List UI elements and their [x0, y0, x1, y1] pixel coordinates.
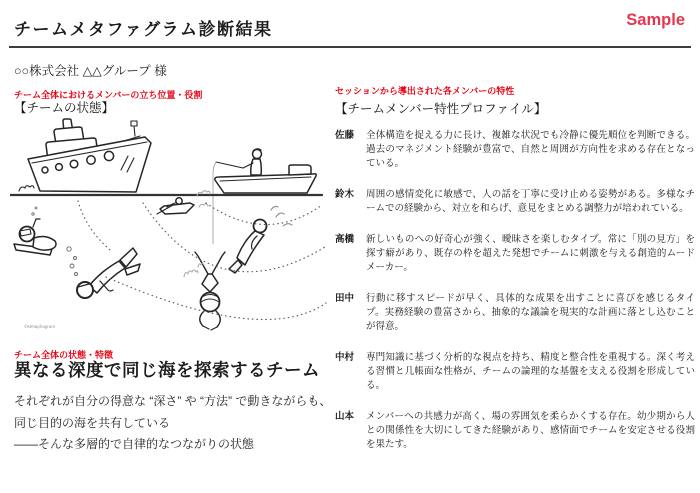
member-profile: [335, 410, 695, 452]
member-profile: [335, 129, 695, 171]
member-name: 佐藤: [335, 130, 355, 141]
member-profile: [335, 233, 695, 275]
member-description: 専門知識に基づく分析的な視点を持ち、精度と整合性を重視する。深く考える習慣と几帳面な性格が、チームの論理的な基盤を支える役割を形成している。: [366, 352, 695, 391]
description-line: 同じ目的の海を共有している: [14, 415, 171, 430]
illustration-credit: ©Metaphagram: [24, 324, 56, 329]
member-profile-section: [335, 84, 695, 469]
seaweed-doodle: [184, 264, 204, 278]
member-profile: [335, 188, 695, 216]
cruise-ship: [19, 119, 151, 192]
scuba-diver: [67, 247, 140, 298]
snorkeler: [14, 207, 56, 255]
header-divider: [9, 46, 691, 48]
member-profile: [335, 292, 695, 334]
page-title: チームメタファグラム診断結果: [14, 20, 273, 39]
member-description: 周囲の感情変化に敏感で、人の話を丁寧に受け止める姿勢がある。多様なチームでの経験から、対立を和らげ、意見をまとめる調整力が培われている。: [366, 189, 695, 214]
member-name: 田中: [335, 293, 355, 304]
member-description: メンバーへの共感力が高く、場の雰囲気を柔らかくする存在。幼少期から人との関係性を大切にしてきた経験があり、感情面でチームを安定させる役割を果たす。: [366, 411, 695, 450]
description-line: それぞれが自分の得意な “深さ” や “方法” で動きながらも、: [14, 394, 332, 408]
member-name: 山本: [335, 411, 355, 422]
left-section-title: 【チームの状態】: [14, 101, 115, 115]
team-state-description: [14, 391, 336, 456]
right-section-title: 【チームメンバー特性プロファイル】: [335, 102, 547, 116]
fishing-line: [213, 162, 216, 244]
member-list: [335, 129, 695, 452]
team-state-headline: 異なる深度で同じ海を探索するチーム: [14, 360, 320, 380]
member-name: 鈴木: [335, 189, 355, 200]
member-description: 行動に移すスピードが早く、具体的な成果を出すことに喜びを感じるタイプ。実務経験の豊富さから、抽象的な議論を現実的な計画に落とし込むことが得意。: [366, 293, 695, 332]
description-line: ――そんな多層的で自律的なつながりの状態: [14, 437, 255, 451]
member-name: 中村: [335, 352, 355, 363]
client-name: ○○株式会社 △△グループ 様: [14, 64, 167, 78]
member-description: 新しいものへの好奇心が強く、曖昧さを楽しむタイプ。常に「別の見方」を探す癖があり、既存の枠を超えた発想でチームに刺激を与える創造的ムードメーカー。: [366, 234, 695, 273]
left-section-label: チーム全体におけるメンバーの立ち位置・役割: [14, 90, 203, 100]
motorboat-hull: [215, 174, 316, 193]
sample-watermark: Sample: [626, 11, 685, 29]
member-name: 高橋: [335, 234, 355, 245]
team-state-label: チーム全体の状態・特徴: [14, 350, 114, 360]
member-description: 全体構造を捉える力に長け、複雑な状況でも冷静に優先順位を判断できる。過去のマネジメント経験が豊富で、自然と周囲が方向性を求める存在となっている。: [366, 130, 695, 169]
member-profile: [335, 351, 695, 393]
surface-swimmer: [229, 206, 292, 273]
fishing-rod: [216, 162, 243, 168]
team-sea-illustration: [10, 117, 330, 339]
stern-splash-icon: [19, 186, 34, 191]
right-section-label: セッションから導出された各メンバーの特性: [335, 86, 515, 96]
splash-icon: [271, 206, 292, 226]
